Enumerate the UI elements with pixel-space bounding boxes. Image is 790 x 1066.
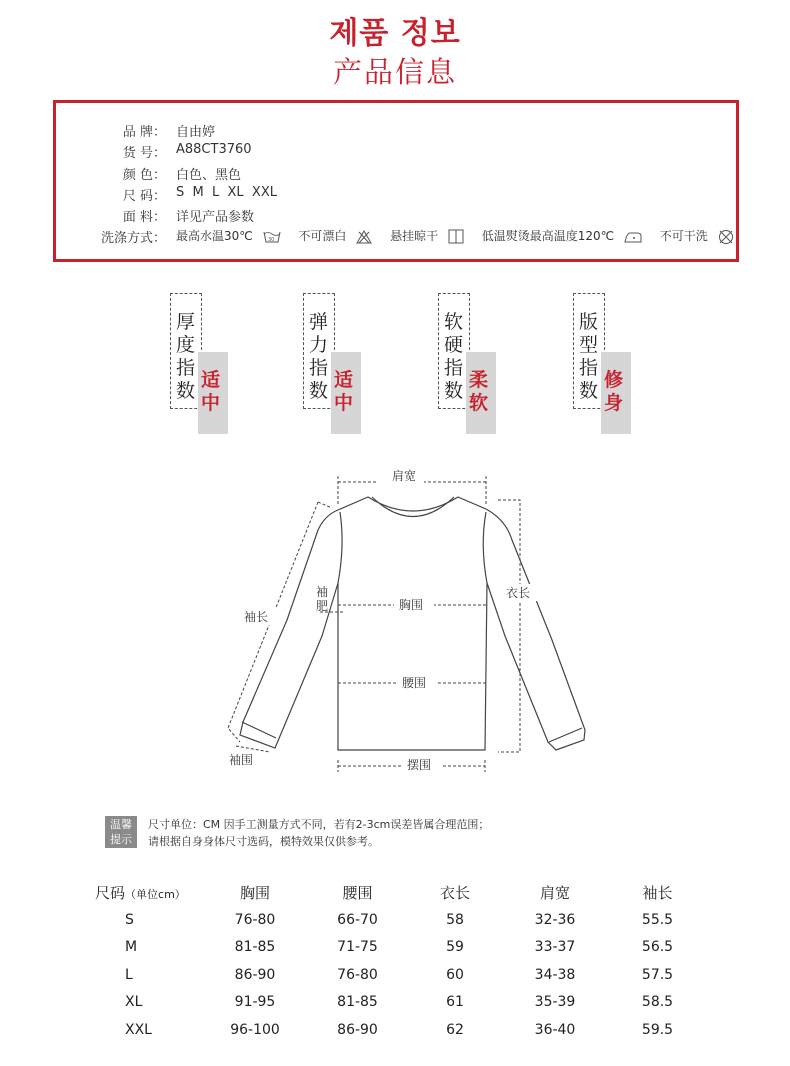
table-cell: 58 bbox=[446, 911, 464, 928]
table-cell: 76-80 bbox=[337, 966, 378, 983]
table-cell: 86-90 bbox=[234, 966, 276, 983]
table-cell: XL bbox=[125, 994, 143, 1011]
table-cell: 59.5 bbox=[641, 1021, 674, 1038]
info-label: 品 牌： bbox=[122, 125, 166, 140]
svg-text:30: 30 bbox=[267, 237, 274, 243]
table-header: 腰围 bbox=[342, 883, 373, 902]
label-sleeve-width-1: 袖 bbox=[316, 585, 329, 599]
info-value: 自由婷 bbox=[176, 125, 216, 140]
size-header: 尺码 bbox=[95, 883, 126, 902]
care-text: 低温熨烫最高温度120℃ bbox=[481, 229, 615, 243]
table-header bbox=[95, 878, 205, 906]
info-value: 白色、黑色 bbox=[176, 168, 242, 183]
table-header: 胸围 bbox=[239, 883, 270, 902]
care-text: 最高水温30℃ bbox=[176, 229, 253, 243]
table-header: 肩宽 bbox=[539, 883, 570, 902]
table-header: 衣长 bbox=[439, 883, 470, 902]
label-sleeve-width-2: 肥 bbox=[316, 599, 329, 613]
table-cell: M bbox=[125, 939, 138, 956]
table-row bbox=[95, 934, 705, 962]
care-text: 不可干洗 bbox=[659, 229, 708, 243]
index-value: 适中 bbox=[334, 369, 354, 414]
tip-text bbox=[148, 816, 489, 850]
table-cell: 96-100 bbox=[230, 1021, 280, 1038]
care-instructions bbox=[176, 227, 748, 245]
no-dry-clean-icon bbox=[718, 229, 734, 245]
index-name: 版型指数 bbox=[579, 311, 599, 402]
table-cell: 35-39 bbox=[534, 994, 576, 1011]
table-cell: 86-90 bbox=[337, 1021, 378, 1038]
table-row bbox=[95, 906, 705, 934]
table-cell: 36-40 bbox=[534, 1021, 576, 1038]
table-cell: 34-38 bbox=[534, 966, 576, 983]
table-cell: 32-36 bbox=[534, 911, 576, 928]
table-cell: 62 bbox=[446, 1021, 464, 1038]
hang-dry-icon bbox=[448, 229, 464, 244]
page-title-korean: 제품 정보 bbox=[329, 16, 461, 51]
table-row bbox=[95, 961, 705, 989]
table-cell: 81-85 bbox=[337, 994, 378, 1011]
table-cell: 57.5 bbox=[641, 966, 674, 983]
table-cell: L bbox=[125, 966, 133, 983]
no-bleach-icon bbox=[356, 230, 372, 244]
table-header-row bbox=[95, 878, 705, 906]
index-name: 厚度指数 bbox=[176, 311, 196, 402]
care-label: 洗涤方式： bbox=[100, 231, 166, 246]
index-value: 修身 bbox=[604, 369, 624, 414]
tip-badge-line: 温馨 bbox=[110, 818, 132, 831]
table-row bbox=[95, 1016, 705, 1044]
info-value: 详见产品参数 bbox=[176, 210, 255, 225]
index-name: 弹力指数 bbox=[309, 311, 329, 402]
info-label: 面 料： bbox=[122, 210, 166, 225]
label-chest: 胸围 bbox=[399, 598, 424, 612]
index-name: 软硬指数 bbox=[444, 311, 464, 402]
size-table bbox=[95, 878, 705, 1044]
table-cell: 76-80 bbox=[234, 911, 276, 928]
index-value: 适中 bbox=[201, 369, 221, 414]
table-cell: S bbox=[125, 911, 134, 928]
table-cell: 56.5 bbox=[641, 939, 674, 956]
label-sleeve-length: 袖长 bbox=[244, 610, 269, 624]
table-cell: 60 bbox=[446, 966, 464, 983]
table-cell: 33-37 bbox=[534, 939, 576, 956]
product-info-box bbox=[53, 100, 739, 262]
tip-line: 尺寸单位：CM 因手工测量方式不同，若有2-3cm误差皆属合理范围； bbox=[148, 818, 490, 831]
tip-badge bbox=[105, 816, 137, 848]
info-label: 货 号： bbox=[122, 146, 166, 161]
wash-30-icon bbox=[263, 230, 281, 243]
tip-line: 请根据自身身体尺寸选码，模特效果仅供参考。 bbox=[148, 835, 379, 848]
table-row bbox=[95, 989, 705, 1017]
care-text: 悬挂晾干 bbox=[390, 229, 439, 243]
table-cell: 66-70 bbox=[337, 911, 378, 928]
garment-diagram bbox=[0, 430, 790, 790]
care-text: 不可漂白 bbox=[298, 229, 347, 243]
index-value: 柔软 bbox=[469, 369, 489, 414]
table-cell: XXL bbox=[125, 1021, 152, 1038]
table-cell: 91-95 bbox=[234, 994, 276, 1011]
info-label: 尺 码： bbox=[122, 189, 166, 204]
label-hem: 摆围 bbox=[407, 758, 432, 772]
page-title-chinese: 产品信息 bbox=[332, 55, 457, 89]
table-cell: 71-75 bbox=[337, 939, 378, 956]
table-cell: 61 bbox=[446, 994, 464, 1011]
shirt-outline bbox=[240, 497, 585, 750]
info-value: A88CT3760 bbox=[176, 142, 252, 157]
table-cell: 55.5 bbox=[641, 911, 674, 928]
table-header: 袖长 bbox=[642, 883, 673, 902]
table-cell: 58.5 bbox=[641, 994, 674, 1011]
tip-badge-line: 提示 bbox=[110, 833, 132, 846]
table-cell: 81-85 bbox=[234, 939, 276, 956]
label-cuff: 袖围 bbox=[229, 753, 254, 767]
table-cell: 59 bbox=[446, 939, 464, 956]
label-waist: 腰围 bbox=[402, 676, 427, 690]
info-value: S M L XL XXL bbox=[176, 185, 277, 200]
label-length: 衣长 bbox=[506, 586, 531, 600]
iron-low-icon bbox=[624, 231, 642, 243]
unit-label: （单位cm） bbox=[125, 887, 186, 901]
info-label: 颜 色： bbox=[122, 168, 166, 183]
label-shoulder: 肩宽 bbox=[392, 469, 417, 483]
